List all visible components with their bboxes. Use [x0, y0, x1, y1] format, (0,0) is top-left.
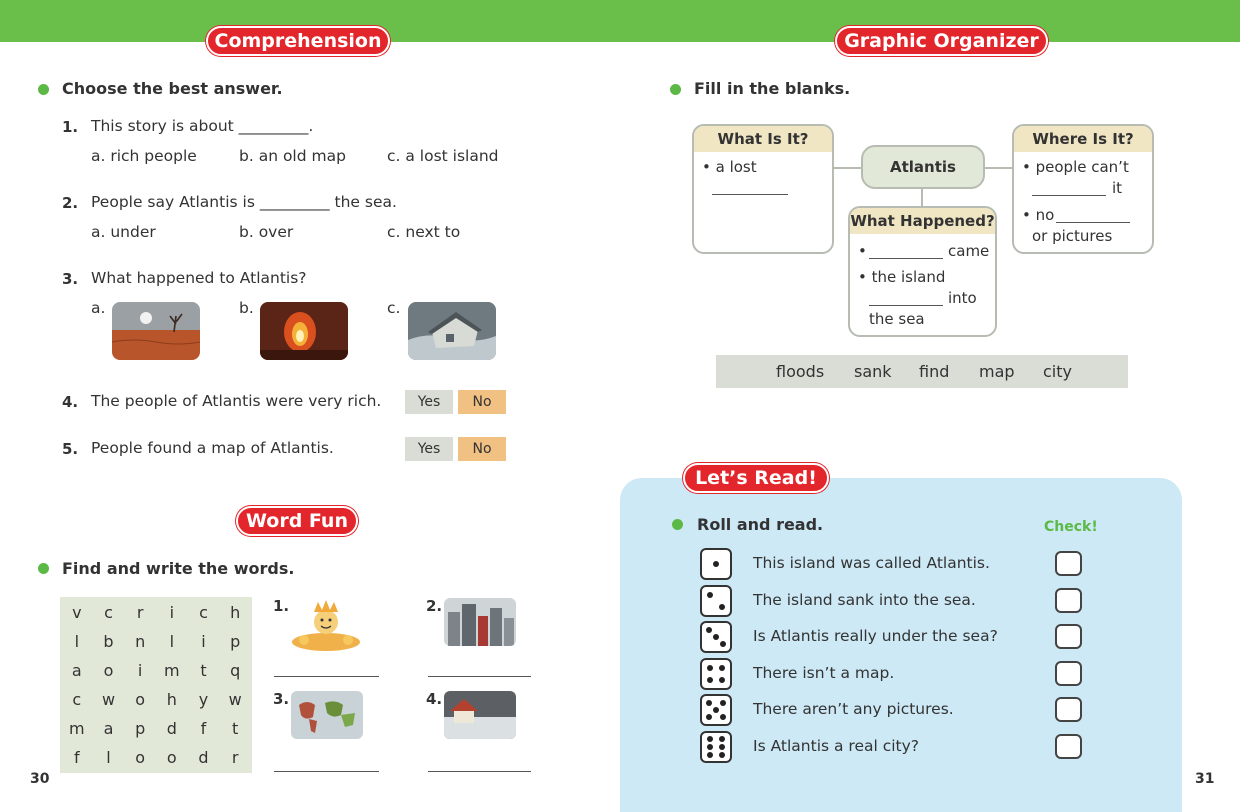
word-bank-item: sank — [854, 362, 892, 381]
box-title: Where Is It? — [1014, 126, 1152, 152]
grid-letter[interactable]: y — [189, 686, 219, 713]
answer-option[interactable]: c. next to — [387, 223, 461, 241]
grid-letter[interactable]: c — [94, 599, 124, 626]
grid-letter[interactable]: p — [220, 628, 250, 655]
word-bank-item: find — [919, 362, 950, 381]
box-text: • — [858, 242, 867, 260]
drought-picture[interactable] — [112, 302, 200, 360]
question-number: 2. — [62, 194, 79, 212]
grid-letter[interactable]: l — [157, 628, 187, 655]
sentence: There isn’t a map. — [753, 664, 895, 682]
box-text: into — [948, 289, 977, 307]
box-text: came — [948, 242, 990, 260]
bullet-icon — [670, 84, 681, 95]
box-text: or pictures — [1032, 227, 1113, 245]
connector-line — [984, 167, 1012, 169]
box-text: it — [1112, 179, 1123, 197]
grid-letter[interactable]: w — [220, 686, 250, 713]
check-label: Check! — [1044, 519, 1098, 535]
top-green-bar — [0, 0, 1240, 42]
item-number: 4. — [426, 690, 443, 708]
grid-letter[interactable]: m — [62, 715, 92, 742]
grid-letter[interactable]: c — [62, 686, 92, 713]
question-number: 3. — [62, 270, 79, 288]
grid-letter[interactable]: i — [157, 599, 187, 626]
word-bank — [716, 355, 1128, 388]
answer-option[interactable]: b. over — [239, 223, 294, 241]
center-topic-box — [861, 145, 985, 189]
answer-line[interactable] — [869, 305, 943, 306]
grid-letter[interactable]: r — [220, 744, 250, 771]
grid-letter[interactable]: v — [62, 599, 92, 626]
fire-picture[interactable] — [260, 302, 348, 360]
sentence: This island was called Atlantis. — [753, 554, 990, 572]
grid-letter[interactable]: f — [189, 715, 219, 742]
answer-option-label: b. — [239, 299, 254, 317]
question-text: What happened to Atlantis? — [91, 269, 307, 287]
grid-letter[interactable]: n — [125, 628, 155, 655]
checkbox[interactable] — [1055, 734, 1082, 759]
flood-picture[interactable] — [408, 302, 496, 360]
box-text: • a lost — [702, 158, 757, 176]
box-title: What Happened? — [850, 208, 995, 234]
grid-letter[interactable]: d — [189, 744, 219, 771]
grid-letter[interactable]: t — [189, 657, 219, 684]
answer-line[interactable] — [274, 676, 379, 677]
where-is-it-box — [1012, 124, 1154, 254]
what-is-it-box — [692, 124, 834, 254]
yes-button[interactable]: Yes — [405, 437, 453, 461]
checkbox[interactable] — [1055, 697, 1082, 722]
comprehension-instruction: Choose the best answer. — [62, 79, 283, 98]
city-picture — [444, 598, 516, 646]
grid-letter[interactable]: b — [94, 628, 124, 655]
organizer-instruction: Fill in the blanks. — [694, 79, 851, 98]
item-number: 2. — [426, 597, 443, 615]
box-text: • the island — [858, 268, 946, 286]
grid-letter[interactable]: h — [157, 686, 187, 713]
grid-letter[interactable]: o — [125, 744, 155, 771]
sentence: The island sank into the sea. — [753, 591, 976, 609]
lets-read-banner: Let’s Read! — [683, 463, 829, 493]
grid-letter[interactable]: m — [157, 657, 187, 684]
flood-house-picture — [444, 691, 516, 739]
yes-button[interactable]: Yes — [405, 390, 453, 414]
sentence: Is Atlantis really under the sea? — [753, 627, 998, 645]
sentence: There aren’t any pictures. — [753, 700, 954, 718]
answer-option-label: a. — [91, 299, 106, 317]
graphic-organizer-banner: Graphic Organizer — [835, 26, 1048, 56]
connector-line — [921, 189, 923, 207]
grid-letter[interactable]: l — [62, 628, 92, 655]
grid-letter[interactable]: i — [189, 628, 219, 655]
grid-letter[interactable]: w — [94, 686, 124, 713]
answer-line[interactable] — [712, 194, 788, 195]
checkbox[interactable] — [1055, 588, 1082, 613]
answer-option[interactable]: c. a lost island — [387, 147, 499, 165]
answer-line[interactable] — [1032, 195, 1106, 196]
die-five-icon — [700, 694, 732, 726]
lets-read-instruction: Roll and read. — [697, 515, 824, 534]
answer-line[interactable] — [274, 771, 379, 772]
grid-letter[interactable]: c — [189, 599, 219, 626]
grid-letter[interactable]: f — [62, 744, 92, 771]
question-text: People found a map of Atlantis. — [91, 439, 334, 457]
what-happened-box — [848, 206, 997, 337]
grid-letter[interactable]: l — [94, 744, 124, 771]
question-number: 5. — [62, 440, 79, 458]
word-fun-banner: Word Fun — [236, 506, 358, 536]
checkbox[interactable] — [1055, 551, 1082, 576]
checkbox[interactable] — [1055, 661, 1082, 686]
die-four-icon — [700, 658, 732, 690]
word-search-grid — [60, 597, 252, 773]
bullet-icon — [38, 563, 49, 574]
word-bank-item: floods — [776, 362, 825, 381]
bullet-icon — [672, 519, 683, 530]
no-button[interactable]: No — [458, 390, 506, 414]
grid-letter[interactable]: o — [157, 744, 187, 771]
answer-option[interactable]: b. an old map — [239, 147, 346, 165]
item-number: 1. — [273, 597, 290, 615]
sentence: Is Atlantis a real city? — [753, 737, 920, 755]
question-text: This story is about _________. — [91, 117, 314, 135]
grid-letter[interactable]: o — [94, 657, 124, 684]
box-title: What Is It? — [694, 126, 832, 152]
box-text: • people can’t — [1022, 158, 1129, 176]
map-picture — [291, 691, 363, 739]
answer-option[interactable]: a. rich people — [91, 147, 197, 165]
answer-line[interactable] — [428, 676, 531, 677]
word-bank-item: map — [979, 362, 1015, 381]
answer-line[interactable] — [1056, 222, 1130, 223]
grid-letter[interactable]: a — [62, 657, 92, 684]
grid-letter[interactable]: a — [94, 715, 124, 742]
grid-letter[interactable]: t — [220, 715, 250, 742]
bullet-icon — [38, 84, 49, 95]
answer-option[interactable]: a. under — [91, 223, 156, 241]
page-number-left: 30 — [30, 771, 50, 787]
no-button[interactable]: No — [458, 437, 506, 461]
connector-line — [834, 167, 862, 169]
grid-letter[interactable]: h — [220, 599, 250, 626]
grid-letter[interactable]: o — [125, 686, 155, 713]
box-text: • no — [1022, 206, 1055, 224]
page-number-right: 31 — [1195, 771, 1215, 787]
grid-letter[interactable]: r — [125, 599, 155, 626]
comprehension-banner: Comprehension — [206, 26, 390, 56]
die-one-icon — [700, 548, 732, 580]
word-bank-item: city — [1043, 362, 1072, 381]
grid-letter[interactable]: d — [157, 715, 187, 742]
die-two-icon — [700, 585, 732, 617]
box-text: the sea — [869, 310, 925, 328]
center-topic: Atlantis — [890, 158, 956, 176]
answer-option-label: c. — [387, 299, 401, 317]
grid-letter[interactable]: p — [125, 715, 155, 742]
die-six-icon — [700, 731, 732, 763]
question-number: 1. — [62, 118, 79, 136]
answer-line[interactable] — [428, 771, 531, 772]
die-three-icon — [700, 621, 732, 653]
question-text: People say Atlantis is _________ the sea. — [91, 193, 397, 211]
question-number: 4. — [62, 393, 79, 411]
grid-letter[interactable]: q — [220, 657, 250, 684]
checkbox[interactable] — [1055, 624, 1082, 649]
item-number: 3. — [273, 690, 290, 708]
question-text: The people of Atlantis were very rich. — [91, 392, 382, 410]
rich-king-picture — [290, 598, 362, 652]
grid-letter[interactable]: i — [125, 657, 155, 684]
word-fun-instruction: Find and write the words. — [62, 559, 295, 578]
answer-line[interactable] — [869, 258, 943, 259]
